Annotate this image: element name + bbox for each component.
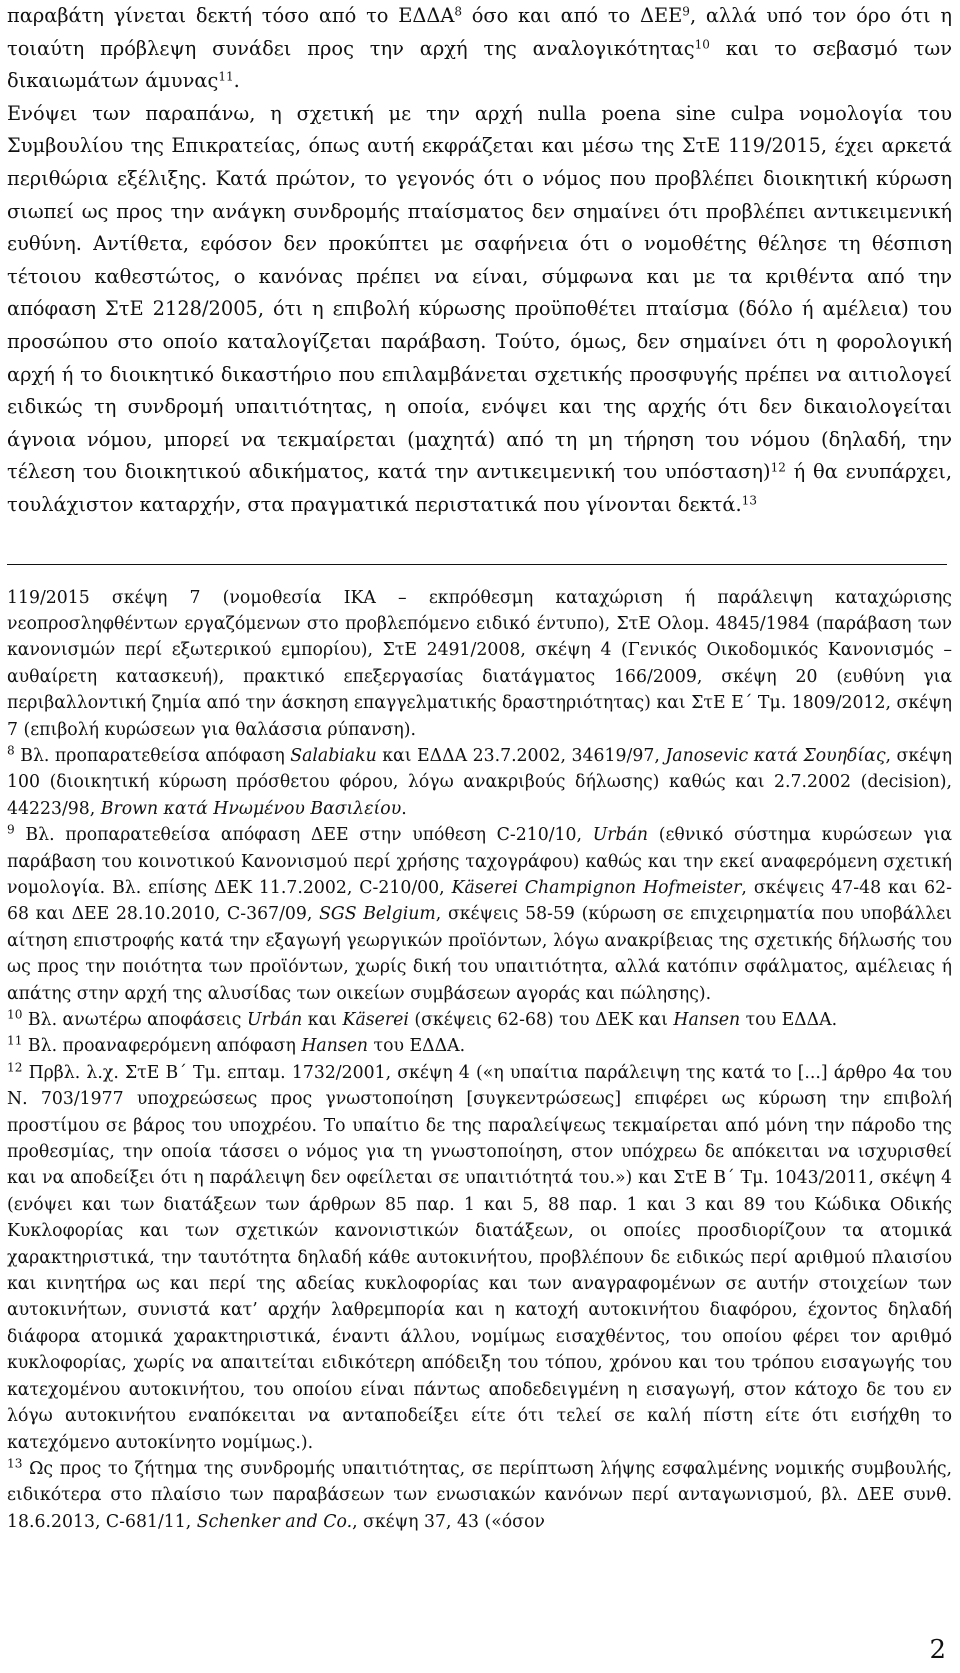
footnote-number: 13 (7, 1456, 23, 1471)
case-name: Janosevic κατά Σουηδίας (665, 745, 886, 766)
footnote-number: 8 (7, 743, 15, 758)
text-run: Πρβλ. λ.χ. ΣτΕ Β΄ Τμ. επταμ. 1732/2001, σκέψη 4 («η υπαίτια παράλειψη της κατά το [...] άρθρο 4α του Ν. 703/1977 υποχρεώσεως προς γνωστοποίηση [συγκεντρώσεως] επιφέρει ως κύρωση την επιβολή προστίμου σε βάρος του υποχρέου. Το υπαίτιο δε της παραλείψεως τεκμαίρεται από μόνη την πάροδο της προθεσμίας, την οποία τάσσει ο νόμος για τη γνωστοποίηση, στον υπόχρεω δε απόκειται να ισχυρισθεί και να αποδείξει ότι η παράλειψη δεν οφείλεται σε υπαιτιότητά του.») και ΣτΕ Β΄ Τμ. 1043/2011, σκέψη 4 (ενόψει και των διατάξεων των άρθρων 85 παρ. 1 και 5, 88 παρ. 1 και 3 και 89 του Κώδικα Οδικής Κυκλοφορίας και των σχετικών κανονιστικών διατάξεων, οι οποίες προσδιορίζουν τα ατομικά χαρακτηριστικά, την ταυτότητα δηλαδή κάθε αυτοκινήτου, προβλέπουν δε ειδικώς περί αριθμού πλαισίου και κινητήρα ως και περί της αδείας κυκλοφορίας και των αναγραφομένων σε αυτήν στοιχείων των αυτοκινήτων, συνιστά κατ’ αρχήν λαθρεμπορία και η κατοχή αυτοκινήτου διαφόρου, έχοντος δηλαδή διάφορα ατομικά χαρακτηριστικά, έναντι άλλου, νομίμως εισαχθέντος, του οποίου φέρει τον αριθμό κυκλοφορίας, χωρίς να απαιτείται ειδικότερη απόδειξη του τόπου, χρόνου και του τρόπου εισαγωγής του κατεχομένου αυτοκινήτου, του οποίου είναι πάντως αποδεδειγμένη η εισαγωγή, στον κάτοχο δε του εν λόγω αυτοκινήτου εναπόκειται να ανταποδείξει είτε ότι τελεί σε καλή πίστη είτε ότι εισήχθη το κατεχόμενο αυτοκίνητο νομίμως.). (7, 1062, 952, 1453)
footnotes-section (7, 585, 952, 1536)
text-run: και ΕΔΔΑ 23.7.2002, 34619/97, (376, 745, 666, 766)
text-run: ή θα ενυπάρχει, τουλάχιστον καταρχήν, στα πραγματικά περιστατικά που γίνονται δεκτά. (7, 460, 952, 516)
footnote-10 (7, 1007, 952, 1033)
text-run: Βλ. προαναφερόμενη απόφαση (22, 1036, 302, 1057)
case-name: Schenker and Co. (196, 1511, 353, 1532)
case-name: Hansen (673, 1010, 741, 1030)
main-text (7, 0, 952, 522)
text-run: του ΕΔΔΑ. (368, 1036, 466, 1057)
text-run: Ενόψει των παραπάνω, η σχετική με την αρχή nulla poena sine culpa νομολογία του Συμβουλίου της Επικρατείας, όπως αυτή εκφράζεται και μέσω της ΣτΕ 119/2015, έχει αρκετά περιθώρια εξέλιξης. Κατά πρώτον, το γεγονός ότι ο νόμος που προβλέπει διοικητική κύρωση σιωπεί ως προς την ανάγκη συνδρομής πταίσματος δεν σημαίνει ότι προβλέπει αντικειμενική ευθύνη. Αντίθετα, εφόσον δεν προκύπτει με σαφήνεια ότι ο νομοθέτης θέλησε τη θέσπιση τέτοιου καθεστώτος, ο κανόνας πρέπει να είναι, σύμφωνα και με τα κριθέντα από την απόφαση ΣτΕ 2128/2005, ότι η επιβολή κύρωσης προϋποθέτει πταίσμα (δόλο ή αμέλεια) του προσώπου στο οποίο καταλογίζεται παράβαση. Τούτο, όμως, δεν σημαίνει ότι η φορολογική αρχή ή το διοικητικό δικαστήριο που επιλαμβάνεται σχετικής προσφυγής πρέπει να αιτιολογεί ειδικώς τη συνδρομή υπαιτιότητας, η οποία, ενόψει και της αρχής ότι δεν δικαιολογείται άγνοια νόμου, μπορεί να τεκμαίρεται (μαχητά) από τη μη τήρηση του νόμου (δηλαδή, την τέλεση του διοικητικού αδικήματος, κατά την αντικειμενική του υπόσταση) (7, 101, 952, 484)
text-run: Ως προς το ζήτημα της συνδρομής υπαιτιότητας, σε περίπτωση λήψης εσφαλμένης νομικής συμβουλής, ειδικότερα στο πλαίσιο των παραβάσεων των ενωσιακών κανόνων περί ανταγωνισμού, βλ. ΔΕΕ συνθ. 18.6.2013, C-681/11, (7, 1458, 952, 1532)
footnote-11 (7, 1033, 952, 1059)
case-name: Käserei Champignon Hofmeister (451, 877, 742, 898)
footnote-number: 11 (7, 1033, 23, 1048)
footnote-number: 9 (7, 822, 15, 837)
footnote-12 (7, 1060, 952, 1456)
footnote-ref-9[interactable]: 9 (682, 4, 690, 19)
text-run: , σκέψη 100 (διοικητική κύρωση πρόσθετου φόρου, λόγω ανακριβούς δήλωσης) καθώς και 2.7.2002 (decision), 44223/98, (7, 745, 952, 819)
paragraph-2 (7, 98, 952, 522)
footnote-ref-13[interactable]: 13 (741, 493, 757, 508)
footnote-continuation: 119/2015 σκέψη 7 (νομοθεσία ΙΚΑ – εκπρόθεσμη καταχώριση ή παράλειψη καταχώρισης νεοπροσληφθέντων εργαζόμενων στο προβλεπόμενο ειδικό έντυπο), ΣτΕ Ολομ. 4845/1984 (παράβαση των κανονισμών περί εξωτερικού εμπορίου), ΣτΕ 2491/2008, σκέψη 4 (Γενικός Οικοδομικός Κανονισμός – αυθαίρετη κατασκευή), πρακτικό επεξεργασίας διατάγματος 166/2009, σκέψη 20 (ευθύνη για περιβαλλοντική ζημία από την άσκηση επαγγελματικής δραστηριότητας) και ΣτΕ Ε΄ Τμ. 1809/2012, σκέψη 7 (επιβολή κυρώσεων για θαλάσσια ρύπανση). (7, 587, 952, 740)
footnote-ref-10[interactable]: 10 (694, 36, 710, 51)
text-run: Βλ. προπαρατεθείσα απόφαση ΔΕΕ στην υπόθεση C-210/10, (14, 825, 593, 846)
text-run: . (401, 798, 407, 819)
paragraph-1 (7, 0, 952, 98)
case-name: Käserei (342, 1010, 409, 1030)
text-run: και το σεβασμό των δικαιωμάτων άμυνας (7, 36, 952, 93)
text-run: , σκέψεις 58-59 (κύρωση σε επιχειρηματία που υποβάλλει αίτηση επιστροφής κατά την εξαγωγή γεωργικών προϊόντων, λόγω ανακρίβειας της σχετικής δήλωσής του ως προς την ποιότητα των προϊόντων, χωρίς δική του υπαιτιότητα, αλλά κατόπιν σφάλματος, αμέλειας ή απάτης στην αρχή της αλυσίδας των οικείων συμβάσεων αγοράς και πώλησης). (7, 904, 952, 1004)
text-run: , σκέψεις 47-48 και 62-68 και ΔΕΕ 28.10.2010, C-367/09, (7, 877, 952, 925)
text-run: του ΕΔΔΑ. (740, 1010, 838, 1030)
text-run: και (302, 1010, 343, 1030)
text-run: . (233, 69, 240, 93)
case-name: Urbán (246, 1010, 303, 1030)
case-name: Urbán (592, 825, 649, 846)
text-run: , αλλά υπό τον όρο ότι η τοιαύτη πρόβλεψη συνάδει προς την αρχή της αναλογικότητας (7, 4, 952, 60)
footnote-number: 10 (7, 1007, 23, 1022)
footnote-ref-8[interactable]: 8 (454, 4, 463, 19)
footnote-separator (7, 564, 947, 565)
footnote-13 (7, 1456, 952, 1535)
footnote-number: 12 (7, 1060, 23, 1075)
text-run: Βλ. ανωτέρω αποφάσεις (22, 1010, 247, 1030)
case-name: Salabiaku (290, 745, 377, 766)
case-name: SGS Belgium (319, 904, 436, 925)
footnote-8 (7, 743, 952, 822)
page-number: 2 (929, 1635, 946, 1665)
text-run: όσο και από το ΔΕΕ (462, 4, 683, 27)
footnote-ref-12[interactable]: 12 (770, 460, 786, 475)
footnote-9 (7, 822, 952, 1007)
case-name: Brown κατά Ηνωμένου Βασιλείου (100, 798, 402, 819)
document-page (7, 0, 952, 1535)
text-run: (εθνικό σύστημα κυρώσεων για παράβαση του κοινοτικού Κανονισμού περί χρήσης ταχογράφου) καθώς και την εκεί αναφερόμενη σχετική νομολογία. Βλ. επίσης ΔΕΚ 11.7.2002, C-210/00, (7, 825, 952, 898)
text-run: (σκέψεις 62-68) του ΔΕΚ και (408, 1010, 674, 1030)
footnote-ref-11[interactable]: 11 (218, 69, 234, 84)
case-name: Hansen (301, 1036, 369, 1057)
text-run: Βλ. προπαρατεθείσα απόφαση (14, 745, 291, 766)
text-run: παραβάτη γίνεται δεκτή τόσο από το ΕΔΔΑ (7, 4, 455, 27)
text-run: , σκέψη 37, 43 («όσον (352, 1511, 545, 1532)
